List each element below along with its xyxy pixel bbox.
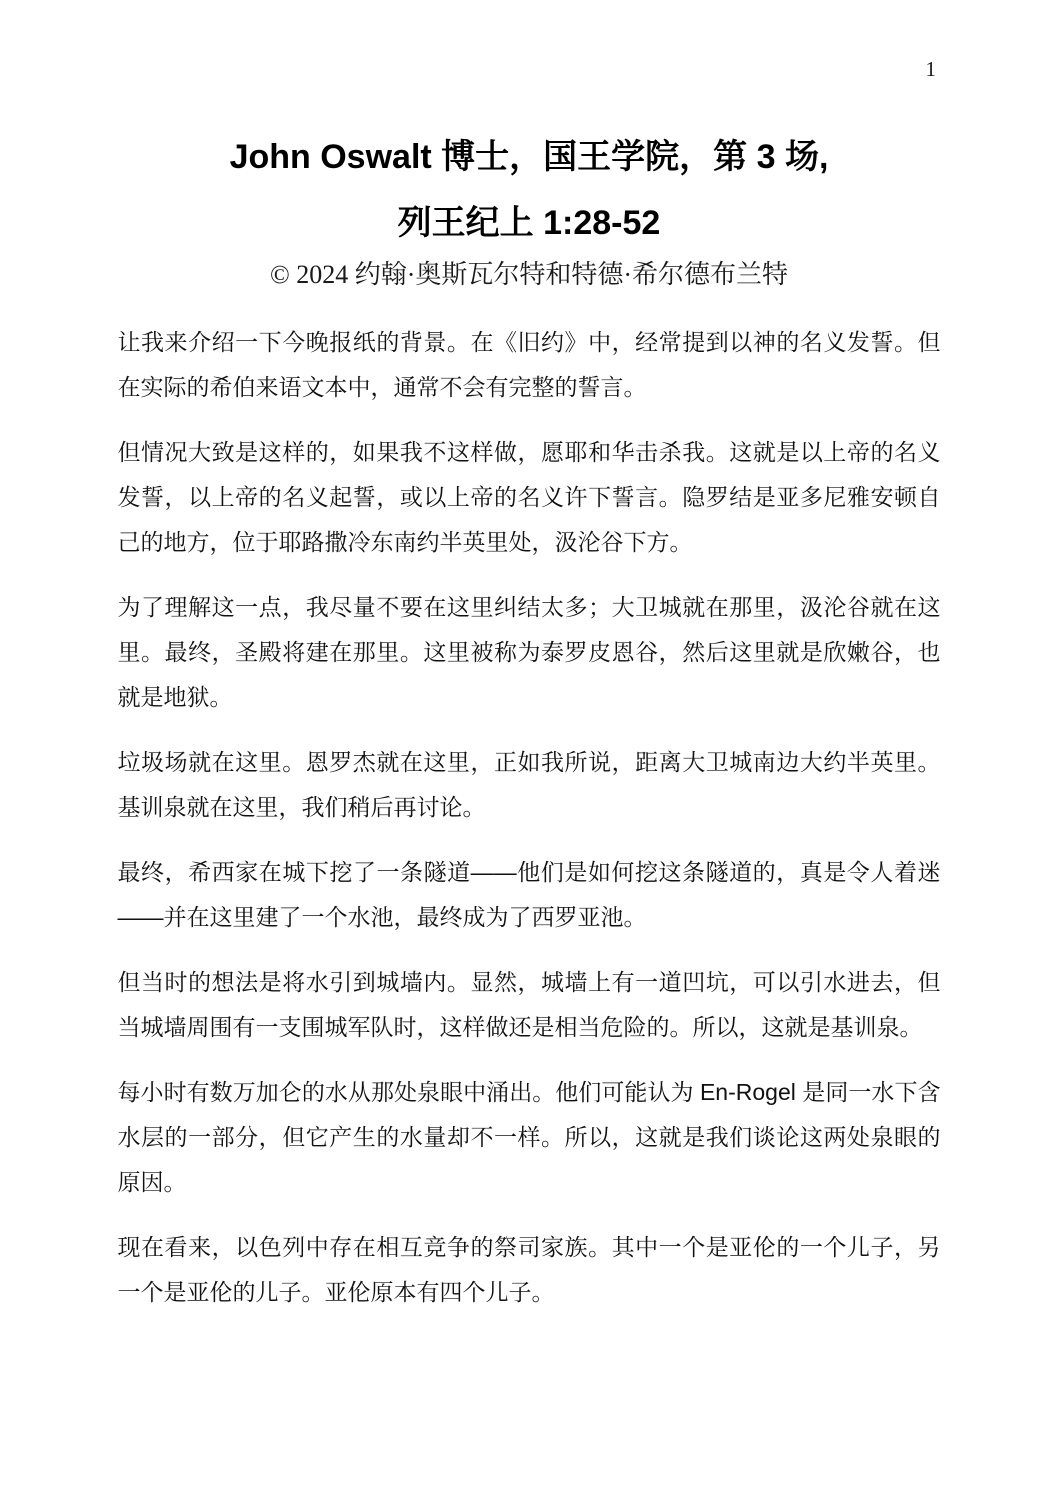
document-body bbox=[118, 320, 941, 1315]
paragraph-5: 最终，希西家在城下挖了一条隧道——他们是如何挖这条隧道的，真是令人着迷——并在这里建了一个水池，最终成为了西罗亚池。 bbox=[117, 859, 941, 930]
paragraph-3: 为了理解这一点，我尽量不要在这里纠结太多；大卫城就在那里，汲沦谷就在这里。最终，圣殿将建在那里。这里被称为泰罗皮恩谷，然后这里就是欣嫩谷，也就是地狱。 bbox=[117, 594, 941, 710]
paragraph-2: 但情况大致是这样的，如果我不这样做，愿耶和华击杀我。这就是以上帝的名义发誓，以上帝的名义起誓，或以上帝的名义许下誓言。隐罗结是亚多尼雅安顿自己的地方，位于耶路撒冷东南约半英里处，汲沦谷下方。 bbox=[117, 439, 941, 555]
page-number: 1 bbox=[925, 57, 936, 81]
document-title bbox=[0, 0, 1058, 256]
paragraph-1: 让我来介绍一下今晚报纸的背景。在《旧约》中，经常提到以神的名义发誓。但在实际的希伯来语文本中，通常不会有完整的誓言。 bbox=[117, 329, 941, 400]
paragraph-8: 现在看来，以色列中存在相互竞争的祭司家族。其中一个是亚伦的一个儿子，另一个是亚伦的儿子。亚伦原本有四个儿子。 bbox=[117, 1234, 941, 1305]
paragraph-6: 但当时的想法是将水引到城墙内。显然，城墙上有一道凹坑，可以引水进去，但当城墙周围有一支围城军队时，这样做还是相当危险的。所以，这就是基训泉。 bbox=[117, 969, 941, 1040]
paragraph-7: 每小时有数万加仑的水从那处泉眼中涌出。他们可能认为 En-Rogel 是同一水下含水层的一部分，但它产生的水量却不一样。所以，这就是我们谈论这两处泉眼的原因。 bbox=[117, 1079, 941, 1195]
document-title-line-1: John Oswalt 博士，国王学院，第 3 场, bbox=[229, 138, 829, 176]
paragraph-4: 垃圾场就在这里。恩罗杰就在这里，正如我所说，距离大卫城南边大约半英里。基训泉就在这里，我们稍后再讨论。 bbox=[117, 749, 941, 820]
document-title-line-2: 列王纪上 1:28-52 bbox=[397, 204, 661, 242]
copyright-line: © 2024 约翰·奥斯瓦尔特和特德·希尔德布兰特 bbox=[269, 260, 789, 289]
